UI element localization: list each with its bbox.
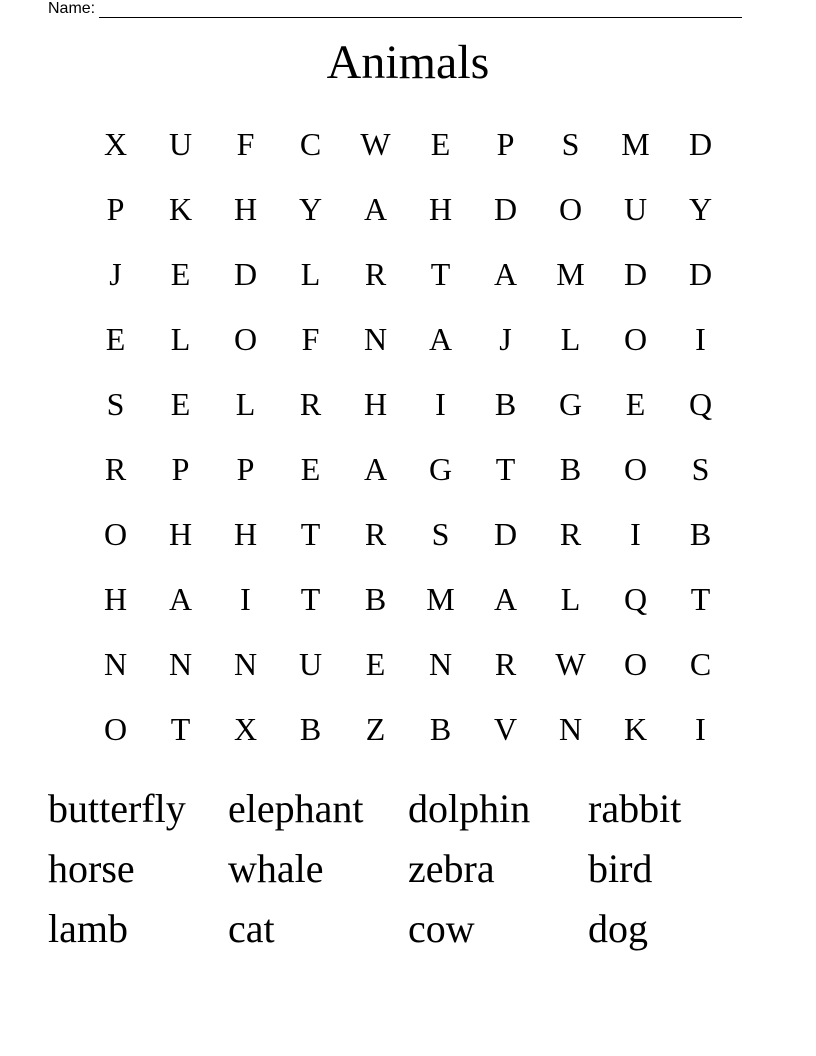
grid-letter[interactable]: A — [168, 581, 193, 617]
grid-letter[interactable]: O — [623, 451, 648, 487]
grid-letter[interactable]: E — [105, 321, 126, 357]
grid-letter[interactable]: L — [235, 386, 256, 422]
grid-letter[interactable]: O — [623, 646, 648, 682]
grid-letter[interactable]: G — [558, 386, 583, 422]
grid-letter[interactable]: J — [109, 256, 122, 292]
grid-letter[interactable]: D — [688, 256, 713, 292]
grid-letter[interactable]: A — [363, 451, 388, 487]
grid-letter[interactable]: D — [688, 126, 713, 162]
grid-letter[interactable]: B — [429, 711, 452, 747]
grid-letter[interactable]: R — [559, 516, 582, 552]
word-list — [48, 779, 768, 959]
grid-letter[interactable]: D — [493, 191, 518, 227]
grid-letter[interactable]: E — [625, 386, 646, 422]
name-blank-line[interactable] — [99, 3, 742, 18]
grid-letter[interactable]: A — [493, 256, 518, 292]
grid-letter[interactable]: I — [695, 711, 706, 747]
word-list-item: butterfly — [48, 786, 186, 831]
grid-letter[interactable]: P — [236, 451, 255, 487]
grid-letter[interactable]: X — [103, 126, 128, 162]
grid-letter[interactable]: K — [623, 711, 648, 747]
grid-letter[interactable]: V — [493, 711, 518, 747]
word-list-item: lamb — [48, 906, 128, 951]
grid-letter[interactable]: T — [430, 256, 451, 292]
grid-letter[interactable]: H — [428, 191, 453, 227]
grid-letter[interactable]: T — [690, 581, 711, 617]
grid-letter[interactable]: B — [299, 711, 322, 747]
grid-letter[interactable]: C — [689, 646, 712, 682]
grid-letter[interactable]: B — [559, 451, 582, 487]
grid-letter[interactable]: F — [301, 321, 320, 357]
grid-letter[interactable]: U — [168, 126, 193, 162]
grid-letter[interactable]: R — [364, 256, 387, 292]
grid-letter[interactable]: H — [233, 191, 258, 227]
grid-letter[interactable]: N — [363, 321, 388, 357]
grid-letter[interactable]: H — [363, 386, 388, 422]
grid-letter[interactable]: A — [363, 191, 388, 227]
grid-letter[interactable]: W — [555, 646, 586, 682]
grid-letter[interactable]: H — [103, 581, 128, 617]
grid-letter[interactable]: S — [106, 386, 125, 422]
grid-letter[interactable]: G — [428, 451, 453, 487]
page-title: Animals — [326, 36, 490, 89]
grid-letter[interactable]: B — [494, 386, 517, 422]
grid-letter[interactable]: R — [299, 386, 322, 422]
grid-letter[interactable]: R — [364, 516, 387, 552]
grid-letter[interactable]: W — [360, 126, 391, 162]
grid-letter[interactable]: E — [170, 386, 191, 422]
grid-letter[interactable]: S — [561, 126, 580, 162]
grid-letter[interactable]: L — [170, 321, 191, 357]
grid-letter[interactable]: P — [171, 451, 190, 487]
grid-letter[interactable]: E — [365, 646, 386, 682]
grid-letter[interactable]: L — [560, 581, 581, 617]
grid-letter[interactable]: Y — [298, 191, 323, 227]
word-list-item: horse — [48, 846, 135, 891]
grid-letter[interactable]: N — [103, 646, 128, 682]
grid-letter[interactable]: P — [106, 191, 125, 227]
grid-letter[interactable]: M — [426, 581, 455, 617]
grid-letter[interactable]: F — [236, 126, 255, 162]
grid-letter[interactable]: R — [104, 451, 127, 487]
grid-letter[interactable]: Q — [688, 386, 713, 422]
grid-letter[interactable]: R — [494, 646, 517, 682]
grid-letter[interactable]: C — [299, 126, 322, 162]
grid-letter[interactable]: A — [428, 321, 453, 357]
word-list-item: dolphin — [408, 786, 531, 831]
grid-letter[interactable]: H — [233, 516, 258, 552]
word-list-item: cat — [228, 906, 275, 951]
grid-letter[interactable]: I — [435, 386, 446, 422]
grid-letter[interactable]: P — [496, 126, 515, 162]
grid-letter[interactable]: N — [428, 646, 453, 682]
word-list-item: whale — [228, 846, 324, 891]
grid-letter[interactable]: B — [689, 516, 712, 552]
grid-letter[interactable]: N — [558, 711, 583, 747]
grid-letter[interactable]: M — [556, 256, 585, 292]
grid-letter[interactable]: Q — [623, 581, 648, 617]
word-list-item: dog — [588, 906, 648, 951]
word-list-item: bird — [588, 846, 653, 891]
grid-letter[interactable]: S — [691, 451, 710, 487]
grid-letter[interactable]: I — [695, 321, 706, 357]
grid-letter[interactable]: Y — [688, 191, 713, 227]
grid-letter[interactable]: M — [621, 126, 650, 162]
grid-letter[interactable]: T — [170, 711, 191, 747]
grid-letter[interactable]: A — [493, 581, 518, 617]
grid-letter[interactable]: N — [233, 646, 258, 682]
grid-letter[interactable]: T — [300, 581, 321, 617]
grid-letter[interactable]: O — [233, 321, 258, 357]
word-list-item: zebra — [408, 846, 495, 891]
grid-letter[interactable]: D — [233, 256, 258, 292]
grid-letter[interactable]: U — [623, 191, 648, 227]
word-list-item: cow — [408, 906, 475, 951]
grid-letter[interactable]: E — [430, 126, 451, 162]
grid-letter[interactable]: L — [300, 256, 321, 292]
grid-letter[interactable]: E — [300, 451, 321, 487]
name-line — [48, 0, 742, 18]
grid-letter[interactable]: O — [558, 191, 583, 227]
grid-letter[interactable]: X — [233, 711, 258, 747]
grid-letter[interactable]: K — [168, 191, 193, 227]
grid-letter[interactable]: B — [364, 581, 387, 617]
grid-letter[interactable]: E — [170, 256, 191, 292]
word-list-item: elephant — [228, 786, 364, 831]
grid-letter[interactable]: T — [495, 451, 516, 487]
grid-letter[interactable]: O — [103, 711, 128, 747]
grid-letter[interactable]: Z — [365, 711, 386, 747]
grid-letter[interactable]: D — [623, 256, 648, 292]
grid-letter[interactable]: O — [623, 321, 648, 357]
word-list-item: rabbit — [588, 786, 682, 831]
grid-letter[interactable]: U — [298, 646, 323, 682]
grid-letter[interactable]: I — [630, 516, 641, 552]
grid-letter[interactable]: D — [493, 516, 518, 552]
grid-letter[interactable]: S — [431, 516, 450, 552]
grid-letter[interactable]: H — [168, 516, 193, 552]
letter-grid — [83, 112, 733, 762]
grid-letter[interactable]: L — [560, 321, 581, 357]
grid-letter[interactable]: I — [240, 581, 251, 617]
grid-letter[interactable]: N — [168, 646, 193, 682]
grid-letter[interactable]: T — [300, 516, 321, 552]
name-label: Name: — [48, 0, 96, 17]
grid-letter[interactable]: J — [499, 321, 512, 357]
grid-letter[interactable]: O — [103, 516, 128, 552]
